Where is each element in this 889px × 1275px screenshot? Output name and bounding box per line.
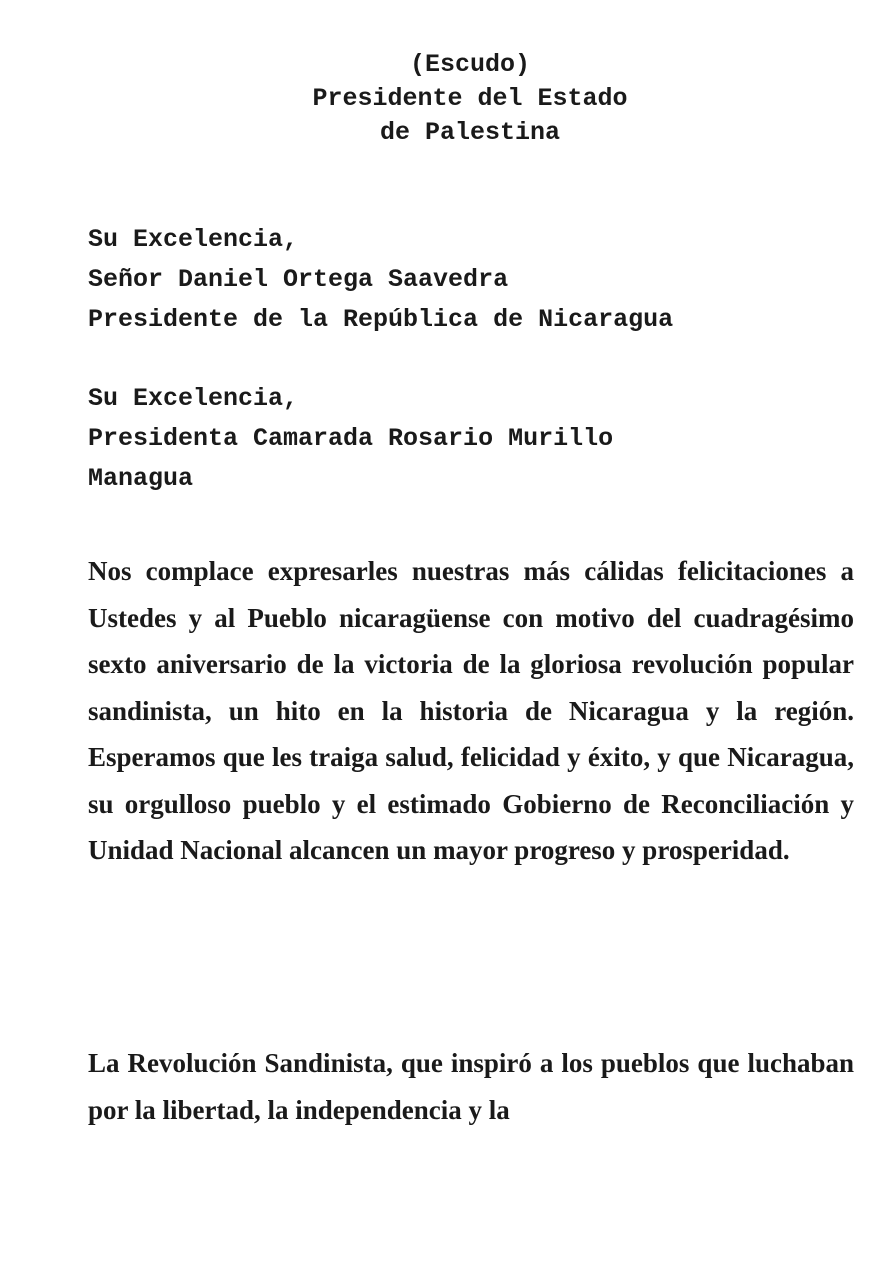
body-paragraph-1: Nos complace expresarles nuestras más cálidas felicitaciones a Ustedes y al Pueblo nicaragüense con motivo del cuadragésimo sexto aniversario de la victoria de la gloriosa revolución popular sandinista, un hito en la historia de Nicaragua y la región. Esperamos que les traiga salud, felicidad y éxito, y que Nicaragua, su orgulloso pueblo y el estimado Gobierno de Reconciliación y Unidad Nacional alcancen un mayor progreso y prosperidad. (88, 556, 854, 865)
recipient-name: Señor Daniel Ortega Saavedra (88, 265, 509, 294)
recipient-salutation: Su Excelencia, (88, 384, 299, 413)
recipient-salutation: Su Excelencia, (88, 225, 299, 254)
recipient-title: Presidente de la República de Nicaragua (88, 305, 674, 334)
body-paragraph-2: La Revolución Sandinista, que inspiró a los pueblos que luchaban por la libertad, la independencia y la (88, 1048, 854, 1125)
recipient-location: Managua (88, 464, 194, 493)
letterhead (0, 48, 889, 150)
recipient-block-vice-president (88, 379, 613, 499)
sender-title-line2: de Palestina (379, 118, 561, 147)
recipient-name: Presidenta Camarada Rosario Murillo (88, 424, 614, 453)
recipient-block-president (88, 220, 673, 340)
seal-label: (Escudo) (409, 50, 531, 79)
sender-title-line1: Presidente del Estado (312, 84, 628, 113)
